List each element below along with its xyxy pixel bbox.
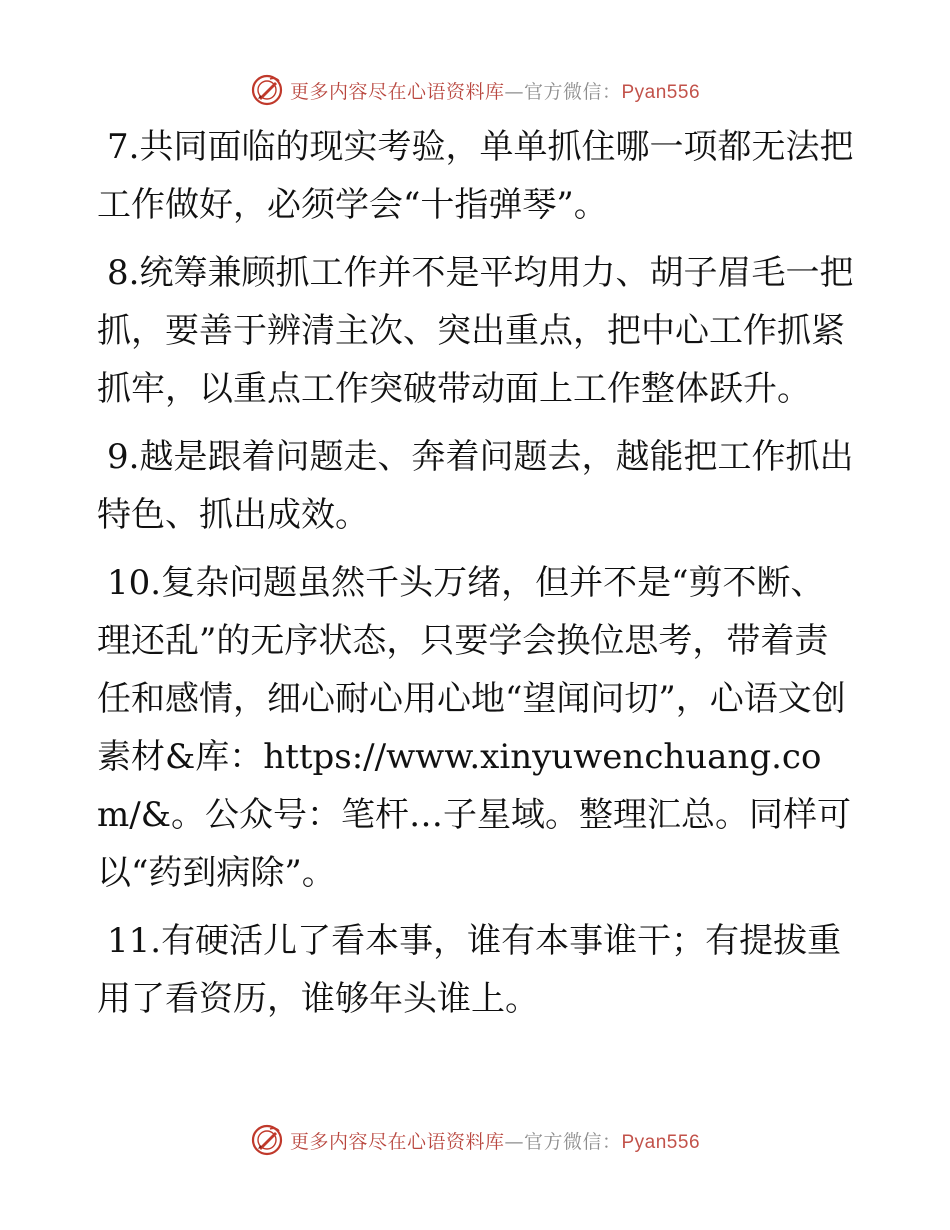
header-promo-text: 更多内容尽在心语资料库 [289, 80, 505, 103]
header-banner [0, 70, 950, 110]
footer-promo-text: 更多内容尽在心语资料库 [289, 1130, 505, 1153]
footer-account-id: Pyan556 [621, 1131, 701, 1153]
footer-banner-text [290, 1127, 700, 1154]
footer-dash: — [504, 1130, 524, 1153]
paragraph-11: 11.有硬活儿了看本事，谁有本事谁干；有提拔重用了看资历，谁够年头谁上。 [97, 921, 842, 1019]
paragraph-7: 7.共同面临的现实考验，单单抓住哪一项都无法把工作做好，必须学会“十指弹琴”。 [97, 127, 854, 225]
seal-pen-logo-icon [250, 1123, 284, 1157]
footer-official-label: 官方微信： [523, 1130, 622, 1153]
seal-pen-logo-icon [250, 73, 284, 107]
header-account-id: Pyan556 [621, 81, 701, 103]
document-body [97, 118, 857, 1038]
footer-banner [0, 1120, 950, 1160]
paragraph-9: 9.越是跟着问题走、奔着问题去，越能把工作抓出特色、抓出成效。 [97, 437, 854, 535]
header-official-label: 官方微信： [523, 80, 622, 103]
paragraph-10: 10.复杂问题虽然千头万绪，但并不是“剪不断、理还乱”的无序状态，只要学会换位思考，带着责任和感情，细心耐心用心地“望闻问切”，心语文创素材&库：https://www.xinyuwenchuang.com/&。公众号：笔杆…子星域。整理汇总。同样可以“药到病除”。 [97, 563, 851, 893]
header-dash: — [504, 80, 524, 103]
header-banner-text [290, 77, 700, 104]
paragraph-8: 8.统筹兼顾抓工作并不是平均用力、胡子眉毛一把抓，要善于辨清主次、突出重点，把中心工作抓紧抓牢，以重点工作突破带动面上工作整体跃升。 [97, 253, 854, 409]
